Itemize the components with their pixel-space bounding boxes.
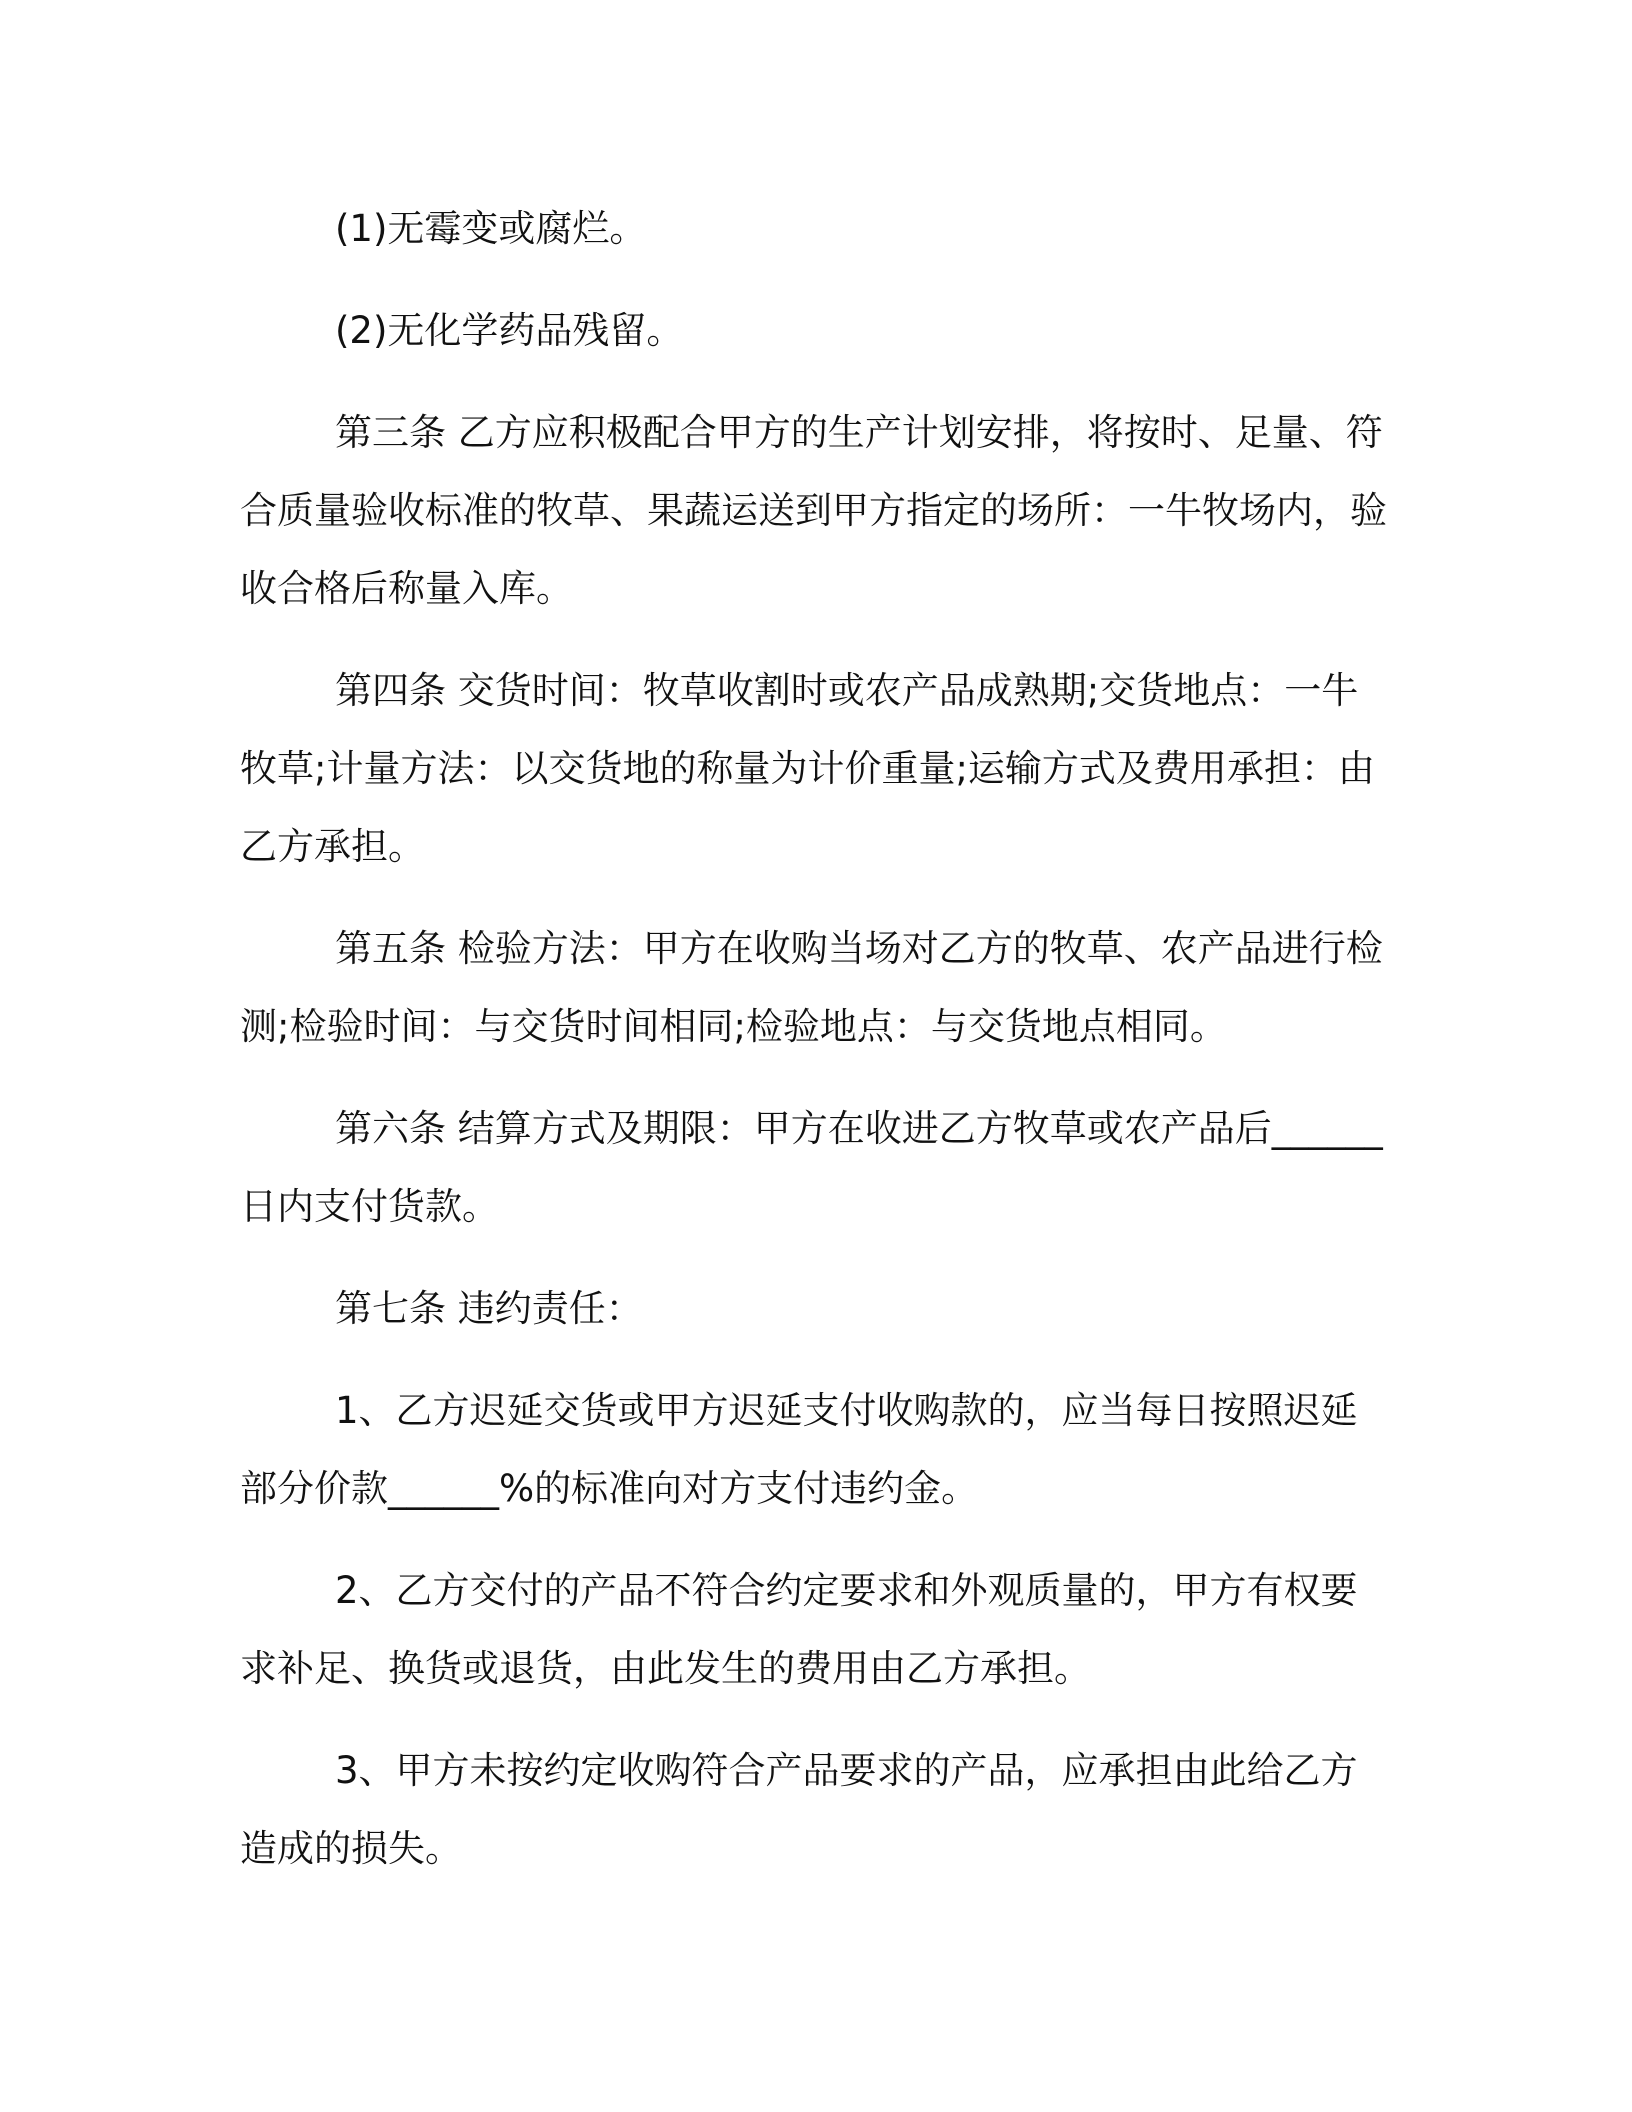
article-5: 第五条 检验方法：甲方在收购当场对乙方的牧草、农产品进行检测;检验时间：与交货时间相同;检验地点：与交货地点相同。 xyxy=(240,927,1383,1048)
liability-item-2: 2、乙方交付的产品不符合约定要求和外观质量的，甲方有权要求补足、换货或退货，由此发生的费用由乙方承担。 xyxy=(240,1569,1358,1690)
liability-item-3: 3、甲方未按约定收购符合产品要求的产品，应承担由此给乙方造成的损失。 xyxy=(240,1749,1358,1870)
liability-item-1: 1、乙方迟延交货或甲方迟延支付收购款的，应当每日按照迟延部分价款______%的标准向对方支付违约金。 xyxy=(240,1389,1358,1510)
article-3: 第三条 乙方应积极配合甲方的生产计划安排，将按时、足量、符合质量验收标准的牧草、果蔬运送到甲方指定的场所：一牛牧场内，验收合格后称量入库。 xyxy=(240,411,1387,610)
clause-item-1: (1)无霉变或腐烂。 xyxy=(335,207,647,250)
document-body xyxy=(240,190,1390,1888)
article-7-heading: 第七条 违约责任： xyxy=(335,1287,643,1330)
article-4: 第四条 交货时间：牧草收割时或农产品成熟期;交货地点：一牛牧草;计量方法：以交货地的称量为计价重量;运输方式及费用承担：由乙方承担。 xyxy=(240,669,1375,868)
clause-item-2: (2)无化学药品残留。 xyxy=(335,309,684,352)
article-6: 第六条 结算方式及期限：甲方在收进乙方牧草或农产品后______日内支付货款。 xyxy=(240,1107,1383,1228)
